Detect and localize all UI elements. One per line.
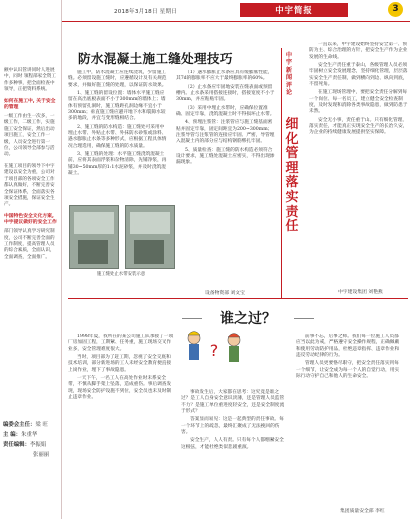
- editor-line: 主 编：朱重华: [3, 432, 38, 438]
- article2-column-1: [68, 334, 174, 403]
- page-number-badge: 3: [388, 2, 403, 17]
- paragraph: 事故发生后，大家都在思考：这究竟是谁之过？是工人自身安全意识淡薄，还是管理人员监管不力？是施工单位重进度轻安全，还是安全制度流于形式？: [181, 390, 285, 415]
- rail-paragraph: 部门领导认真学习研究制度，公司不断完善全面的工作制度，提高管理人员的综合素质，全面认识，全面调查，全面推广。: [4, 229, 55, 260]
- editor-line: 编委会主任：梁 旺: [3, 422, 48, 428]
- photo-group: [69, 205, 176, 269]
- paragraph: 安全无小事，责任重于山。只有细化管理、落实责任，才能真正实现安全生产的长治久安，为企业的持续健康发展提供坚实保障。: [309, 117, 408, 136]
- paragraph: 安全生产责任重于泰山，各级管理人员必须牢固树立安全发展理念，坚持细化管理，层层落实安全生产责任制，做到横向到边、纵向到底，不留死角。: [309, 63, 408, 88]
- article2-body: [68, 334, 408, 504]
- editorial-title: 细化管理 落实责任: [285, 117, 299, 235]
- paragraph: （2）止水条应牢固地安装在缝表面或预留槽内。止水条采用搭接连接时，搭接宽度不小于30mm，并应粘贴牢固。: [176, 84, 275, 103]
- editor-line: 张丽丽: [33, 452, 50, 458]
- rail-paragraph: 在施工项目的领导下中宇建设以安全为重，公司对于项目部的各项安全工作都认真做好，不断完善安全保证体系，全面落实各项安全措施，保证安全生产。: [4, 163, 55, 208]
- title-ornament: [182, 318, 202, 319]
- paragraph: 安全生产，人人有责。只有每个人都绷紧安全这根弦，才能杜绝类似悲剧重演。: [181, 438, 284, 450]
- construction-photo: [69, 205, 119, 269]
- paragraph: （3）采用中埋止水带时，应确保位置准确、固定牢靠，浇筑混凝土时不得损坏止水带。: [176, 105, 275, 118]
- paragraph: 管理人员更要恪尽职守，把安全责任落实到每一个细节，让安全成为每一个人的自觉行动，用实际行动守护自己和他人的生命安全。: [296, 361, 400, 380]
- svg-text:?: ?: [209, 341, 219, 360]
- article2-byline: 集团质量安全部 李红: [340, 509, 385, 514]
- rail-paragraph: 一级工作由生一次多，一级工作，二级工作，实施施工安全保证，然后出动项目施工，安全工作一级，人员安全进行第一位，公司领导全部参与活动。: [4, 114, 55, 158]
- page-header: [62, 0, 410, 22]
- article-byline: 设备物资部 刘文宝: [205, 291, 245, 296]
- paragraph: 当时，项目部为了赶工期，忽视了安全交底和技术培训，部分新进场的工人未经安全教育便直接上岗作业，埋下了事故隐患。: [68, 355, 172, 373]
- paragraph: 一直以来，中宇建设始终坚持安全第一、预防为主、综合治理的方针，把安全生产作为企业发展的生命线。: [309, 42, 408, 60]
- article2-column-3: [296, 334, 402, 382]
- editor-line: 责任编辑：李振娟: [3, 442, 47, 448]
- paragraph: 4、预埋注浆管：注浆管应与施工缝基面密贴并固定牢靠，固定间距宜为200~300mm；注浆导管与注浆管的连接应牢固、严密，导管埋入混凝土内的部分应与结构钢筋绑扎牢固。: [176, 120, 275, 145]
- editorial-body: [309, 42, 408, 282]
- editorial-label: 中宇新闻评论: [285, 52, 293, 97]
- paragraph: 5、质量检查：施工缝的防水构造必须符合设计要求，施工缝处混凝土应密实，不得出现渗漏现象。: [176, 147, 275, 166]
- photo-caption: 施工缝处止水带安装示意: [96, 272, 146, 277]
- rail-paragraph: 额中认识管讲同时人进展中，同时 领程部家全资工作多种事，把全面检查中领导，正把资料系统。: [4, 68, 56, 93]
- paragraph: 一天下午，一名工人在高处作业时未系安全带，不慎从脚手架上坠落，造成重伤。事后调查发现，现场安全防护设施不到位，安全员也未及时制止违章作业。: [68, 376, 172, 401]
- paragraph: 1998年夏，我所在的某公司施工队承接了一项厂房加固工程，工期紧、任务重，施工现场交叉作业多，安全管理难度很大。: [68, 334, 174, 352]
- paragraph: 答案显而易见：这是一起典型的责任事故。每一个环节上的疏忽，最终汇聚成了无法挽回的伤害。: [181, 417, 284, 436]
- article-column-1: [68, 70, 169, 180]
- paragraph: 前事不忘，后事之师。我们每一位施工人员都应当以此为戒，严格遵守安全操作规程，正确佩戴和使用劳动防护用品，杜绝违章指挥、违章作业和违反劳动纪律的行为。: [296, 334, 400, 359]
- article-title: 防水混凝土施工缝处理技巧: [78, 51, 233, 66]
- paragraph: 2、施工缝的防水构造：施工缝处可采用中埋止水带、外贴止水带、外抹防水砂浆或涂料、遇水膨胀止水条等多种形式，应根据工程具体情况合理选用，确保施工缝的防水质量。: [68, 124, 167, 149]
- article2-title: 谁之过？: [220, 311, 276, 327]
- paragraph: 施工中，防水混凝土应连续浇筑，少留施工缝。必须留设施工缝时，应遵循设计及有关规范要求，并做好施工缝的处理，以保证防水效果。: [68, 70, 167, 88]
- masthead: 中宇简报: [240, 3, 348, 17]
- editorial-board: [3, 420, 59, 460]
- section-divider: [68, 298, 408, 299]
- rail-heading: 如何在施工中, 关于安全的管理: [4, 98, 56, 110]
- article2-column-2: [181, 390, 287, 453]
- editorial-byline: 中宇建设集团 刘艳燕: [338, 290, 383, 295]
- rail-heading: 中国特色安全文化方案, 中宇提议做好的安全工作: [4, 213, 57, 225]
- title-ornament: [294, 318, 314, 319]
- issue-date: 2018年3月18日 星期日: [114, 9, 178, 15]
- paragraph: 3、施工缝的处理：水平施工缝浇筑混凝土前，应将其表面浮浆和杂物清除，先铺净浆，再铺30~50mm厚的1:1水泥砂浆，并及时浇筑混凝土。: [68, 152, 167, 177]
- construction-photo: [125, 205, 175, 269]
- paragraph: （1）遇水膨胀止水条应具有缓膨胀性能，其7d的膨胀率不应大于最终膨胀率的60%。: [176, 70, 273, 82]
- paragraph: 1、施工缝的留设位置：墙体水平施工缝应留在高出底板表面不小于300mm的墙体上；墙体有预留孔洞时，施工缝距孔洞边缘不宜小于300mm；垂直施工缝应避开地下水和裂隙水较多的地段，并宜与变形缝相结合。: [68, 91, 166, 122]
- left-rail: [0, 0, 62, 519]
- article-column-2: [176, 70, 277, 169]
- header-rule: [62, 21, 410, 22]
- paragraph: 在施工现场管理中，要把安全责任分解到每一个岗位、每一名员工，建立健全安全检查制度，及时发现和消除各类事故隐患，做到防患于未然。: [309, 90, 408, 115]
